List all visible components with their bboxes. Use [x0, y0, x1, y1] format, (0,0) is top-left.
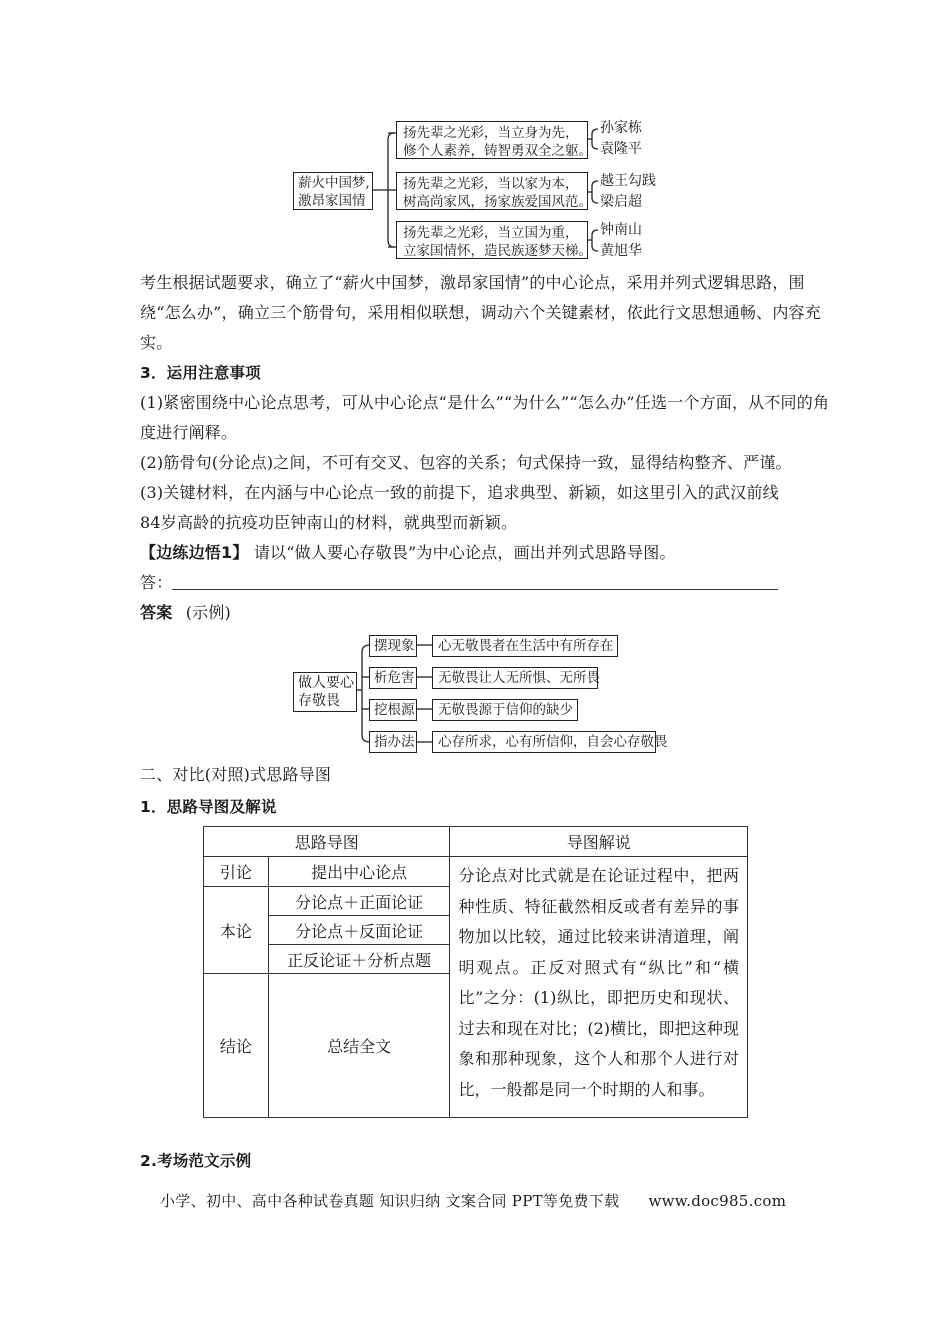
diagram1-leaf: 孙家栋	[600, 120, 642, 136]
footer-url[interactable]: www.doc985.com	[648, 1192, 787, 1210]
branch-line: 扬先辈之光彩，当立国为重，	[403, 225, 579, 241]
root-line: 做人要心	[298, 675, 354, 691]
footer	[160, 1190, 786, 1211]
stage-item: 总结全文	[268, 974, 450, 1118]
diagram2-content: 心无敬畏者在生活中有所存在	[432, 635, 618, 657]
diagram1-leaf: 梁启超	[600, 194, 642, 210]
answer-note: (示例)	[185, 603, 231, 622]
branch-line: 修个人素养，铸智勇双全之躯。	[403, 143, 592, 159]
heading-notes: 3．运用注意事项	[140, 364, 261, 382]
section-title: 二、对比(对照)式思路导图	[140, 765, 332, 784]
stage-body: 本论	[204, 887, 269, 974]
diagram2-root	[293, 672, 357, 712]
root-line: 薪火中国梦,	[298, 175, 370, 191]
practice-text: 请以“做人要心存敬畏”为中心论点，画出并列式思路导图。	[253, 543, 676, 562]
diagram1-leaf: 袁隆平	[600, 141, 642, 157]
diagram1-leaf: 越王勾践	[600, 173, 656, 189]
paragraph-summary: 考生根据试题要求，确立了“薪火中国梦，激昂家国情”的中心论点，采用并列式逻辑思路，围绕“怎么办”，确立三个筋骨句，采用相似联想，调动六个关键素材，依此行文思想通畅、内容充实。	[140, 273, 821, 352]
table-header-right: 导图解说	[450, 827, 748, 857]
branch-line: 扬先辈之光彩，当以家为本，	[403, 176, 579, 192]
note-1: (1)紧密围绕中心论点思考，可从中心论点“是什么”“为什么”“怎么办”任选一个方面，从不同的角度进行阐释。	[140, 393, 830, 442]
diagram2-label: 析危害	[369, 667, 417, 689]
note-3-line2: 84岁高龄的抗疫功臣钟南山的材料，就典型而新颖。	[140, 513, 518, 532]
diagram1-leaf: 钟南山	[600, 222, 642, 238]
stage-intro: 引论	[204, 857, 269, 887]
diagram2-content: 无敬畏让人无所惧、无所畏	[432, 667, 598, 689]
stage-conclusion: 结论	[204, 974, 269, 1118]
diagram2-label: 挖根源	[369, 699, 417, 721]
practice-tag: 【边练边悟1】	[140, 543, 249, 562]
footer-text: 小学、初中、高中各种试卷真题 知识归纳 文案合同 PPT等免费下载	[160, 1192, 620, 1210]
note-2: (2)筋骨句(分论点)之间，不可有交叉、包容的关系；句式保持一致，显得结构整齐、严谨。	[140, 453, 792, 472]
answer-label: 答案	[140, 603, 173, 622]
diagram2-content: 无敬畏源于信仰的缺少	[432, 699, 578, 721]
stage-item: 正反论证＋分析点题	[268, 945, 450, 974]
root-line: 激昂家国情	[298, 193, 366, 209]
branch-line: 立家国情怀，造民族逐梦天梯。	[403, 243, 592, 259]
diagram2-content: 心存所求，心有所信仰，自会心存敬畏	[432, 731, 656, 753]
diagram2-label: 摆现象	[369, 635, 417, 657]
answer-prompt: 答：	[140, 573, 173, 592]
stage-item: 分论点＋反面论证	[268, 916, 450, 945]
mindmap-table	[203, 826, 748, 1118]
branch-line: 扬先辈之光彩，当立身为先，	[403, 125, 579, 141]
diagram1-leaf: 黄旭华	[600, 243, 642, 259]
subsection-1: 1．思路导图及解说	[140, 798, 277, 816]
branch-line: 树高尚家风，扬家族爱国风范。	[403, 194, 592, 210]
diagram2-label: 指办法	[369, 731, 417, 753]
table-header-left: 思路导图	[204, 827, 450, 857]
note-3-line1: (3)关键材料，在内涵与中心论点一致的前提下，追求典型、新颖，如这里引入的武汉前线	[140, 483, 779, 502]
root-line: 存敬畏	[298, 693, 340, 709]
stage-item: 提出中心论点	[268, 857, 450, 887]
stage-item: 分论点＋正面论证	[268, 887, 450, 916]
table-explanation: 分论点对比式就是在论证过程中，把两种性质、特征截然相反或者有差异的事物加以比较，通过比较来讲清道理，阐明观点。正反对照式有“纵比”和“横比”之分：(1)纵比，即把历史和现状、过去和现在对比；(2)横比，即把这种现象和那种现象，这个人和那个人进行对比，一般都是同一个时期的人和事。	[450, 857, 748, 1118]
subsection-2: 2.考场范文示例	[140, 1152, 252, 1170]
